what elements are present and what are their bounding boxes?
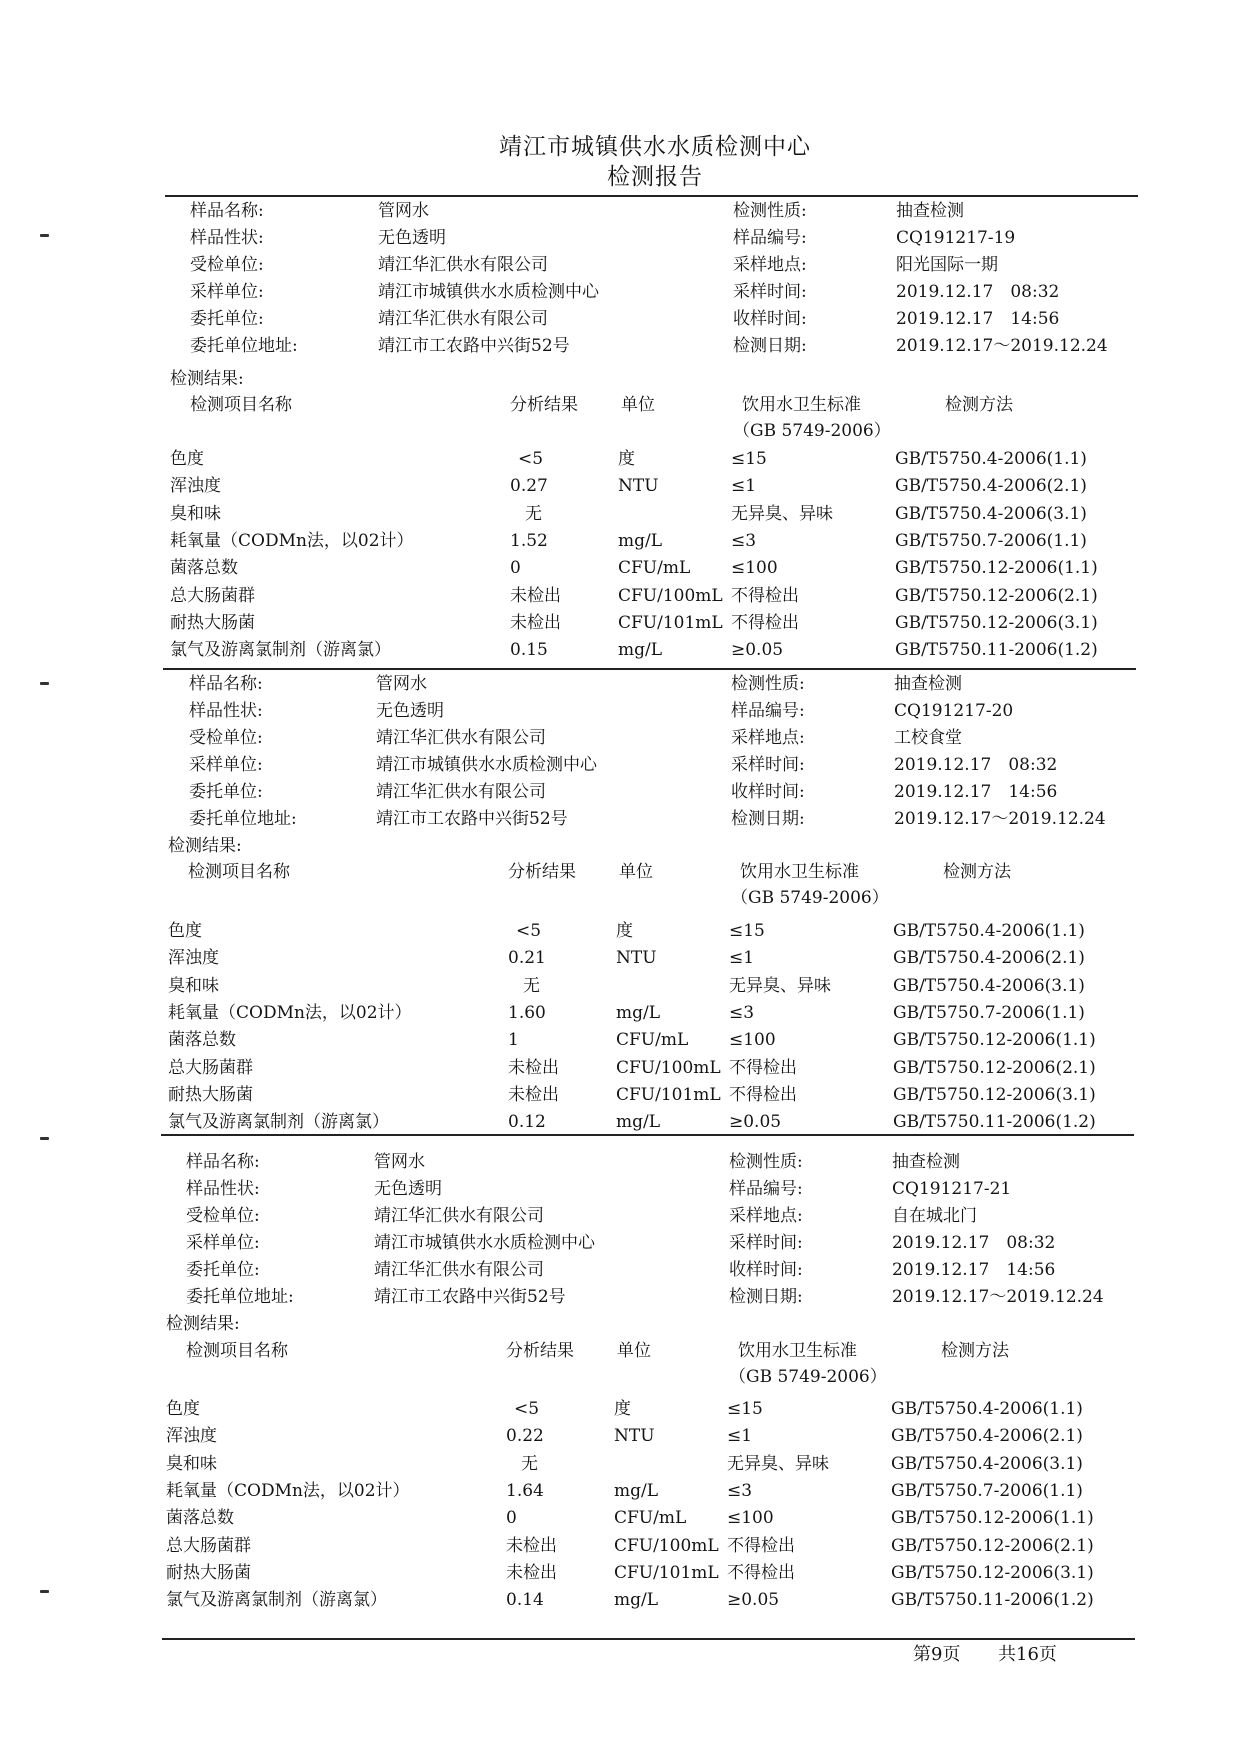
cell-standard: 不得检出: [729, 1058, 797, 1078]
cell-result: 未检出: [508, 1058, 559, 1078]
label-sampling-unit: 采样单位:: [189, 755, 263, 775]
cell-result: 0.12: [508, 1112, 546, 1132]
section-rule: [165, 195, 1138, 197]
value-sample-nature: 无色透明: [374, 1179, 442, 1199]
value-receive-time: 2019.12.17 14:56: [896, 309, 1060, 329]
cell-standard: ≤100: [731, 558, 778, 578]
label-sampling-site: 采样地点:: [729, 1206, 803, 1226]
col-header-unit: 单位: [617, 1341, 651, 1361]
cell-result: 0.15: [510, 640, 548, 660]
label-inspected-unit: 受检单位:: [190, 255, 264, 275]
label-test-type: 检测性质:: [731, 674, 805, 694]
value-sampling-unit: 靖江市城镇供水水质检测中心: [374, 1233, 595, 1253]
value-sample-nature: 无色透明: [376, 701, 444, 721]
value-sampling-site: 阳光国际一期: [896, 255, 998, 275]
cell-item: 氯气及游离氯制剂（游离氯）: [166, 1590, 387, 1610]
cell-item: 菌落总数: [166, 1508, 234, 1528]
label-inspected-unit: 受检单位:: [186, 1206, 260, 1226]
footer-rule: [162, 1638, 1135, 1640]
label-receive-time: 收样时间:: [729, 1260, 803, 1280]
label-test-date: 检测日期:: [729, 1287, 803, 1307]
cell-unit: CFU/mL: [618, 558, 691, 578]
cell-unit: mg/L: [616, 1003, 661, 1023]
cell-standard: ≤100: [727, 1508, 774, 1528]
cell-unit: mg/L: [614, 1481, 659, 1501]
label-sample-no: 样品编号:: [729, 1179, 803, 1199]
cell-unit: CFU/101mL: [618, 613, 723, 633]
label-client-unit: 委托单位:: [190, 309, 264, 329]
label-client-unit: 委托单位:: [189, 782, 263, 802]
cell-item: 色度: [170, 449, 204, 469]
label-client-address: 委托单位地址:: [189, 809, 297, 829]
cell-unit: CFU/101mL: [614, 1563, 719, 1583]
value-receive-time: 2019.12.17 14:56: [894, 782, 1058, 802]
label-sampling-site: 采样地点:: [733, 255, 807, 275]
label-test-type: 检测性质:: [733, 201, 807, 221]
value-sampling-time: 2019.12.17 08:32: [892, 1233, 1056, 1253]
value-inspected-unit: 靖江华汇供水有限公司: [376, 728, 546, 748]
col-header-item: 检测项目名称: [188, 862, 290, 882]
cell-result: 0.14: [506, 1590, 544, 1610]
cell-method: GB/T5750.12-2006(1.1): [893, 1030, 1096, 1050]
value-test-date: 2019.12.17～2019.12.24: [894, 809, 1106, 829]
value-sampling-time: 2019.12.17 08:32: [894, 755, 1058, 775]
cell-result: 1: [508, 1030, 519, 1050]
cell-result: 未检出: [508, 1085, 559, 1105]
value-sample-name: 管网水: [376, 674, 427, 694]
cell-method: GB/T5750.4-2006(2.1): [893, 948, 1085, 968]
cell-result: <5: [514, 1399, 540, 1419]
cell-result: 未检出: [506, 1563, 557, 1583]
cell-unit: mg/L: [616, 1112, 661, 1132]
cell-item: 臭和味: [170, 504, 221, 524]
cell-unit: mg/L: [614, 1590, 659, 1610]
cell-standard: ≤15: [729, 921, 765, 941]
cell-result: 无: [523, 976, 540, 996]
cell-standard: ≤3: [729, 1003, 755, 1023]
cell-result: 无: [521, 1454, 538, 1474]
label-sampling-time: 采样时间:: [731, 755, 805, 775]
value-sampling-time: 2019.12.17 08:32: [896, 282, 1060, 302]
page-number: 第9页: [913, 1644, 961, 1665]
label-sample-nature: 样品性状:: [186, 1179, 260, 1199]
col-header-standard-code: （GB 5749-2006）: [731, 888, 889, 908]
cell-method: GB/T5750.12-2006(3.1): [895, 613, 1098, 633]
cell-standard: 无异臭、异味: [727, 1454, 829, 1474]
cell-result: 1.60: [508, 1003, 546, 1023]
scan-mark: [40, 682, 49, 685]
results-label: 检测结果:: [170, 369, 244, 389]
cell-item: 总大肠菌群: [170, 586, 255, 606]
cell-unit: mg/L: [618, 531, 663, 551]
cell-standard: ≤1: [727, 1426, 753, 1446]
value-test-type: 抽查检测: [892, 1152, 960, 1172]
label-receive-time: 收样时间:: [733, 309, 807, 329]
cell-method: GB/T5750.11-2006(1.2): [893, 1112, 1096, 1132]
cell-method: GB/T5750.11-2006(1.2): [895, 640, 1098, 660]
cell-item: 耗氧量（CODMn法，以02计）: [168, 1003, 412, 1023]
col-header-method: 检测方法: [945, 395, 1013, 415]
cell-method: GB/T5750.12-2006(2.1): [895, 586, 1098, 606]
label-client-address: 委托单位地址:: [186, 1287, 294, 1307]
cell-method: GB/T5750.4-2006(1.1): [893, 921, 1085, 941]
label-sample-name: 样品名称:: [190, 201, 264, 221]
label-sampling-site: 采样地点:: [731, 728, 805, 748]
cell-item: 色度: [168, 921, 202, 941]
results-label: 检测结果:: [168, 836, 242, 856]
cell-item: 臭和味: [168, 976, 219, 996]
cell-standard: ≤100: [729, 1030, 776, 1050]
cell-result: 未检出: [510, 586, 561, 606]
cell-method: GB/T5750.4-2006(3.1): [895, 504, 1087, 524]
cell-unit: CFU/100mL: [618, 586, 723, 606]
cell-unit: CFU/mL: [616, 1030, 689, 1050]
cell-item: 氯气及游离氯制剂（游离氯）: [168, 1112, 389, 1132]
cell-method: GB/T5750.4-2006(3.1): [891, 1454, 1083, 1474]
label-test-date: 检测日期:: [733, 336, 807, 356]
cell-result: <5: [518, 449, 544, 469]
cell-standard: 不得检出: [731, 613, 799, 633]
label-sample-nature: 样品性状:: [190, 228, 264, 248]
cell-result: <5: [516, 921, 542, 941]
cell-method: GB/T5750.12-2006(1.1): [895, 558, 1098, 578]
cell-unit: CFU/100mL: [614, 1536, 719, 1556]
cell-standard: ≥0.05: [731, 640, 784, 660]
label-sampling-unit: 采样单位:: [190, 282, 264, 302]
label-inspected-unit: 受检单位:: [189, 728, 263, 748]
col-header-unit: 单位: [621, 395, 655, 415]
col-header-result: 分析结果: [506, 1341, 574, 1361]
label-sample-name: 样品名称:: [189, 674, 263, 694]
label-sample-name: 样品名称:: [186, 1152, 260, 1172]
cell-method: GB/T5750.7-2006(1.1): [891, 1481, 1083, 1501]
cell-result: 未检出: [506, 1536, 557, 1556]
col-header-unit: 单位: [619, 862, 653, 882]
cell-item: 耐热大肠菌: [166, 1563, 251, 1583]
value-sample-no: CQ191217-20: [894, 701, 1014, 721]
label-sample-no: 样品编号:: [731, 701, 805, 721]
cell-item: 臭和味: [166, 1454, 217, 1474]
value-sample-no: CQ191217-21: [892, 1179, 1012, 1199]
value-sample-no: CQ191217-19: [896, 228, 1016, 248]
cell-result: 0: [506, 1508, 517, 1528]
cell-item: 耗氧量（CODMn法，以02计）: [166, 1481, 410, 1501]
label-client-unit: 委托单位:: [186, 1260, 260, 1280]
cell-method: GB/T5750.7-2006(1.1): [895, 531, 1087, 551]
cell-method: GB/T5750.4-2006(1.1): [891, 1399, 1083, 1419]
cell-item: 总大肠菌群: [166, 1536, 251, 1556]
cell-standard: ≤1: [731, 476, 757, 496]
cell-result: 1.64: [506, 1481, 544, 1501]
cell-method: GB/T5750.7-2006(1.1): [893, 1003, 1085, 1023]
col-header-standard: 饮用水卫生标准: [738, 1341, 857, 1361]
value-test-date: 2019.12.17～2019.12.24: [896, 336, 1108, 356]
label-test-date: 检测日期:: [731, 809, 805, 829]
cell-method: GB/T5750.11-2006(1.2): [891, 1590, 1094, 1610]
cell-item: 总大肠菌群: [168, 1058, 253, 1078]
cell-standard: ≤15: [727, 1399, 763, 1419]
cell-method: GB/T5750.12-2006(3.1): [893, 1085, 1096, 1105]
scan-mark: [40, 1590, 49, 1593]
value-receive-time: 2019.12.17 14:56: [892, 1260, 1056, 1280]
value-client-address: 靖江市工农路中兴街52号: [374, 1287, 566, 1307]
col-header-standard: 饮用水卫生标准: [742, 395, 861, 415]
cell-item: 浑浊度: [168, 948, 219, 968]
cell-method: GB/T5750.12-2006(2.1): [893, 1058, 1096, 1078]
value-test-type: 抽查检测: [894, 674, 962, 694]
cell-standard: ≤3: [731, 531, 757, 551]
col-header-item: 检测项目名称: [190, 395, 292, 415]
report-title: 靖江市城镇供水水质检测中心: [499, 134, 811, 160]
cell-item: 浑浊度: [166, 1426, 217, 1446]
cell-unit: 度: [614, 1399, 631, 1419]
cell-item: 菌落总数: [168, 1030, 236, 1050]
label-receive-time: 收样时间:: [731, 782, 805, 802]
value-test-type: 抽查检测: [896, 201, 964, 221]
value-client-unit: 靖江华汇供水有限公司: [378, 309, 548, 329]
page-total: 共16页: [998, 1644, 1057, 1665]
cell-result: 0.22: [506, 1426, 544, 1446]
cell-item: 耐热大肠菌: [170, 613, 255, 633]
cell-method: GB/T5750.12-2006(1.1): [891, 1508, 1094, 1528]
cell-standard: ≥0.05: [729, 1112, 782, 1132]
cell-standard: ≤15: [731, 449, 767, 469]
value-client-address: 靖江市工农路中兴街52号: [376, 809, 568, 829]
cell-method: GB/T5750.4-2006(1.1): [895, 449, 1087, 469]
cell-item: 菌落总数: [170, 558, 238, 578]
cell-item: 色度: [166, 1399, 200, 1419]
cell-item: 耗氧量（CODMn法，以02计）: [170, 531, 414, 551]
cell-unit: NTU: [614, 1426, 655, 1446]
value-client-address: 靖江市工农路中兴街52号: [378, 336, 570, 356]
cell-item: 氯气及游离氯制剂（游离氯）: [170, 640, 391, 660]
col-header-result: 分析结果: [510, 395, 578, 415]
scan-mark: [40, 1137, 49, 1140]
cell-unit: mg/L: [618, 640, 663, 660]
cell-method: GB/T5750.12-2006(2.1): [891, 1536, 1094, 1556]
cell-result: 0.27: [510, 476, 548, 496]
value-inspected-unit: 靖江华汇供水有限公司: [378, 255, 548, 275]
col-header-result: 分析结果: [508, 862, 576, 882]
col-header-standard: 饮用水卫生标准: [740, 862, 859, 882]
cell-standard: 不得检出: [729, 1085, 797, 1105]
cell-standard: 不得检出: [731, 586, 799, 606]
value-test-date: 2019.12.17～2019.12.24: [892, 1287, 1104, 1307]
label-sample-no: 样品编号:: [733, 228, 807, 248]
cell-unit: NTU: [616, 948, 657, 968]
section-rule: [163, 668, 1136, 670]
label-sample-nature: 样品性状:: [189, 701, 263, 721]
cell-unit: CFU/101mL: [616, 1085, 721, 1105]
value-client-unit: 靖江华汇供水有限公司: [374, 1260, 544, 1280]
cell-result: 1.52: [510, 531, 548, 551]
col-header-item: 检测项目名称: [186, 1341, 288, 1361]
cell-standard: 无异臭、异味: [729, 976, 831, 996]
cell-unit: NTU: [618, 476, 659, 496]
value-client-unit: 靖江华汇供水有限公司: [376, 782, 546, 802]
cell-standard: 不得检出: [727, 1536, 795, 1556]
label-test-type: 检测性质:: [729, 1152, 803, 1172]
cell-result: 未检出: [510, 613, 561, 633]
value-sampling-site: 自在城北门: [892, 1206, 977, 1226]
cell-unit: CFU/100mL: [616, 1058, 721, 1078]
cell-standard: 不得检出: [727, 1563, 795, 1583]
cell-method: GB/T5750.12-2006(3.1): [891, 1563, 1094, 1583]
col-header-standard-code: （GB 5749-2006）: [729, 1367, 887, 1387]
cell-item: 浑浊度: [170, 476, 221, 496]
value-sampling-site: 工校食堂: [894, 728, 962, 748]
cell-result: 0: [510, 558, 521, 578]
label-sampling-unit: 采样单位:: [186, 1233, 260, 1253]
cell-standard: ≤3: [727, 1481, 753, 1501]
value-sample-name: 管网水: [378, 201, 429, 221]
cell-result: 0.21: [508, 948, 546, 968]
cell-method: GB/T5750.4-2006(3.1): [893, 976, 1085, 996]
label-sampling-time: 采样时间:: [733, 282, 807, 302]
cell-method: GB/T5750.4-2006(2.1): [891, 1426, 1083, 1446]
results-label: 检测结果:: [166, 1314, 240, 1334]
cell-standard: ≥0.05: [727, 1590, 780, 1610]
cell-unit: CFU/mL: [614, 1508, 687, 1528]
col-header-standard-code: （GB 5749-2006）: [733, 421, 891, 441]
cell-item: 耐热大肠菌: [168, 1085, 253, 1105]
cell-unit: 度: [618, 449, 635, 469]
col-header-method: 检测方法: [941, 1341, 1009, 1361]
cell-standard: 无异臭、异味: [731, 504, 833, 524]
cell-method: GB/T5750.4-2006(2.1): [895, 476, 1087, 496]
col-header-method: 检测方法: [943, 862, 1011, 882]
value-sampling-unit: 靖江市城镇供水水质检测中心: [376, 755, 597, 775]
label-sampling-time: 采样时间:: [729, 1233, 803, 1253]
cell-result: 无: [525, 504, 542, 524]
scan-mark: [40, 234, 49, 237]
section-rule: [161, 1134, 1134, 1136]
cell-unit: 度: [616, 921, 633, 941]
value-sample-nature: 无色透明: [378, 228, 446, 248]
label-client-address: 委托单位地址:: [190, 336, 298, 356]
value-sampling-unit: 靖江市城镇供水水质检测中心: [378, 282, 599, 302]
value-sample-name: 管网水: [374, 1152, 425, 1172]
value-inspected-unit: 靖江华汇供水有限公司: [374, 1206, 544, 1226]
report-subtitle: 检测报告: [607, 164, 703, 190]
cell-standard: ≤1: [729, 948, 755, 968]
